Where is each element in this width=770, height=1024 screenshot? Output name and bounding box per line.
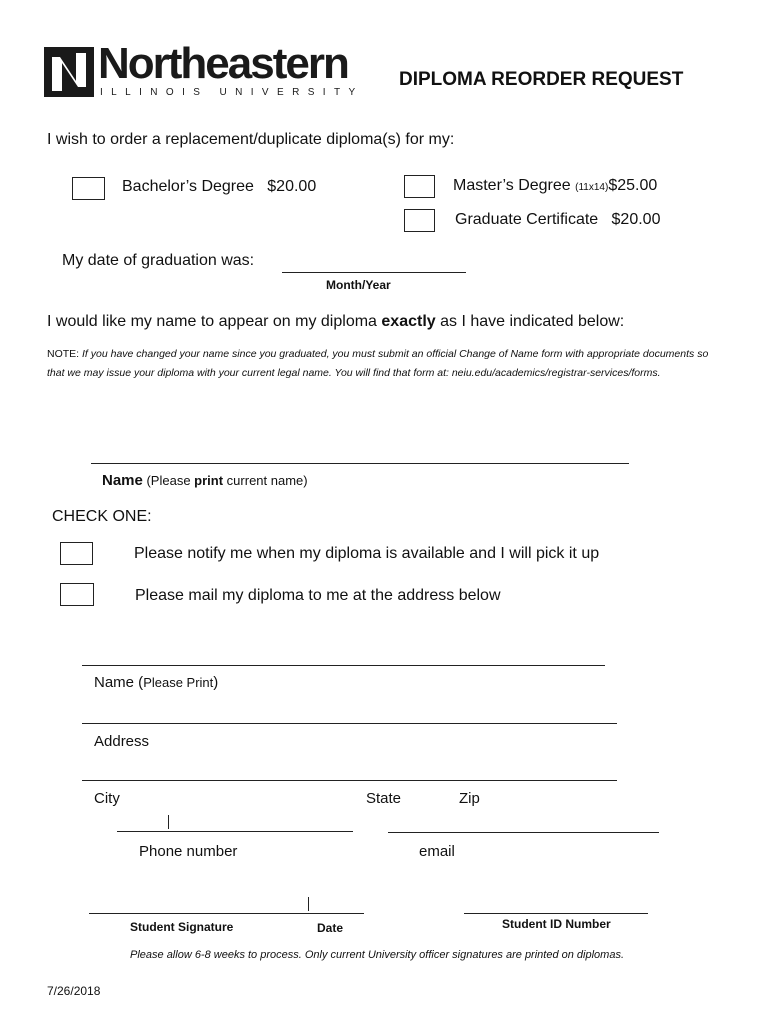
form-title: DIPLOMA REORDER REQUEST (399, 69, 684, 90)
city-state-zip-field[interactable] (82, 780, 617, 781)
certificate-checkbox[interactable] (404, 209, 435, 232)
signature-divider-tick (308, 897, 309, 911)
mailing-name-field[interactable] (82, 665, 605, 666)
master-option (453, 177, 657, 195)
diploma-name-caption (102, 472, 308, 489)
graduation-date-sublabel: Month/Year (326, 278, 391, 292)
university-logo-subline: ILLINOIS UNIVERSITY (100, 87, 364, 98)
diploma-name-hint-bold: print (194, 473, 224, 488)
email-field[interactable] (388, 832, 659, 833)
mailing-name-label: Name ( (94, 674, 144, 691)
diploma-name-hint-post: current name) (223, 473, 308, 488)
pickup-checkbox[interactable] (60, 542, 93, 565)
pickup-option-label: Please notify me when my diploma is available and I will pick it up (134, 545, 600, 562)
processing-note: Please allow 6-8 weeks to process. Only current University officer signatures are printed on diplomas. (130, 949, 625, 961)
graduation-date-field[interactable] (282, 272, 466, 273)
bachelor-label: Bachelor’s Degree (122, 178, 254, 195)
diploma-name-label: Name (102, 472, 143, 489)
name-instruction-post: as I have indicated below: (435, 313, 625, 330)
university-logo-mark (44, 47, 94, 97)
student-id-label: Student ID Number (502, 917, 611, 931)
student-signature-label: Student Signature (130, 920, 234, 934)
note-lead: NOTE: (47, 348, 83, 360)
bachelor-option (122, 178, 316, 196)
mailing-name-hint: Please Print (143, 675, 214, 690)
note-text: If you have changed your name since you graduated, you must submit an official Change of Name form with appropriate documents so that we may issue your diploma with your current legal name. You will find that form at: neiu.edu/academics/registrar-services/forms. (47, 348, 709, 379)
email-label: email (419, 843, 455, 860)
check-one-label: CHECK ONE: (52, 508, 152, 525)
city-label: City (94, 790, 120, 807)
master-label: Master’s Degree (453, 177, 571, 194)
master-size: (11x14) (575, 182, 609, 193)
mailing-name-caption (94, 674, 218, 691)
diploma-name-field[interactable] (91, 463, 629, 464)
bachelor-price: $20.00 (267, 178, 317, 195)
bachelor-checkbox[interactable] (72, 177, 105, 200)
phone-field[interactable] (117, 831, 353, 832)
master-price: $25.00 (608, 177, 658, 194)
state-label: State (366, 790, 402, 807)
certificate-option (455, 211, 660, 229)
university-logo-name: Northeastern (98, 39, 348, 88)
mail-checkbox[interactable] (60, 583, 94, 606)
name-instruction-emphasis: exactly (381, 313, 436, 330)
name-change-note (47, 345, 723, 383)
name-instruction (47, 313, 624, 331)
student-id-field[interactable] (464, 913, 648, 914)
address-label: Address (94, 733, 150, 750)
diploma-name-hint-pre: (Please (142, 473, 195, 488)
address-field[interactable] (82, 723, 617, 724)
certificate-label: Graduate Certificate (455, 211, 599, 228)
signature-date-field[interactable] (89, 913, 364, 914)
revision-date: 7/26/2018 (47, 984, 101, 998)
mail-option-label: Please mail my diploma to me at the address below (135, 587, 501, 604)
certificate-price: $20.00 (611, 211, 661, 228)
phone-divider-tick (168, 815, 169, 829)
mailing-name-close: ) (213, 674, 219, 691)
master-checkbox[interactable] (404, 175, 435, 198)
date-label: Date (317, 921, 344, 935)
zip-label: Zip (459, 790, 480, 807)
graduation-date-label: My date of graduation was: (62, 252, 255, 269)
intro-text: I wish to order a replacement/duplicate diploma(s) for my: (47, 131, 455, 148)
phone-label: Phone number (139, 843, 238, 860)
name-instruction-pre: I would like my name to appear on my diploma (47, 313, 382, 330)
